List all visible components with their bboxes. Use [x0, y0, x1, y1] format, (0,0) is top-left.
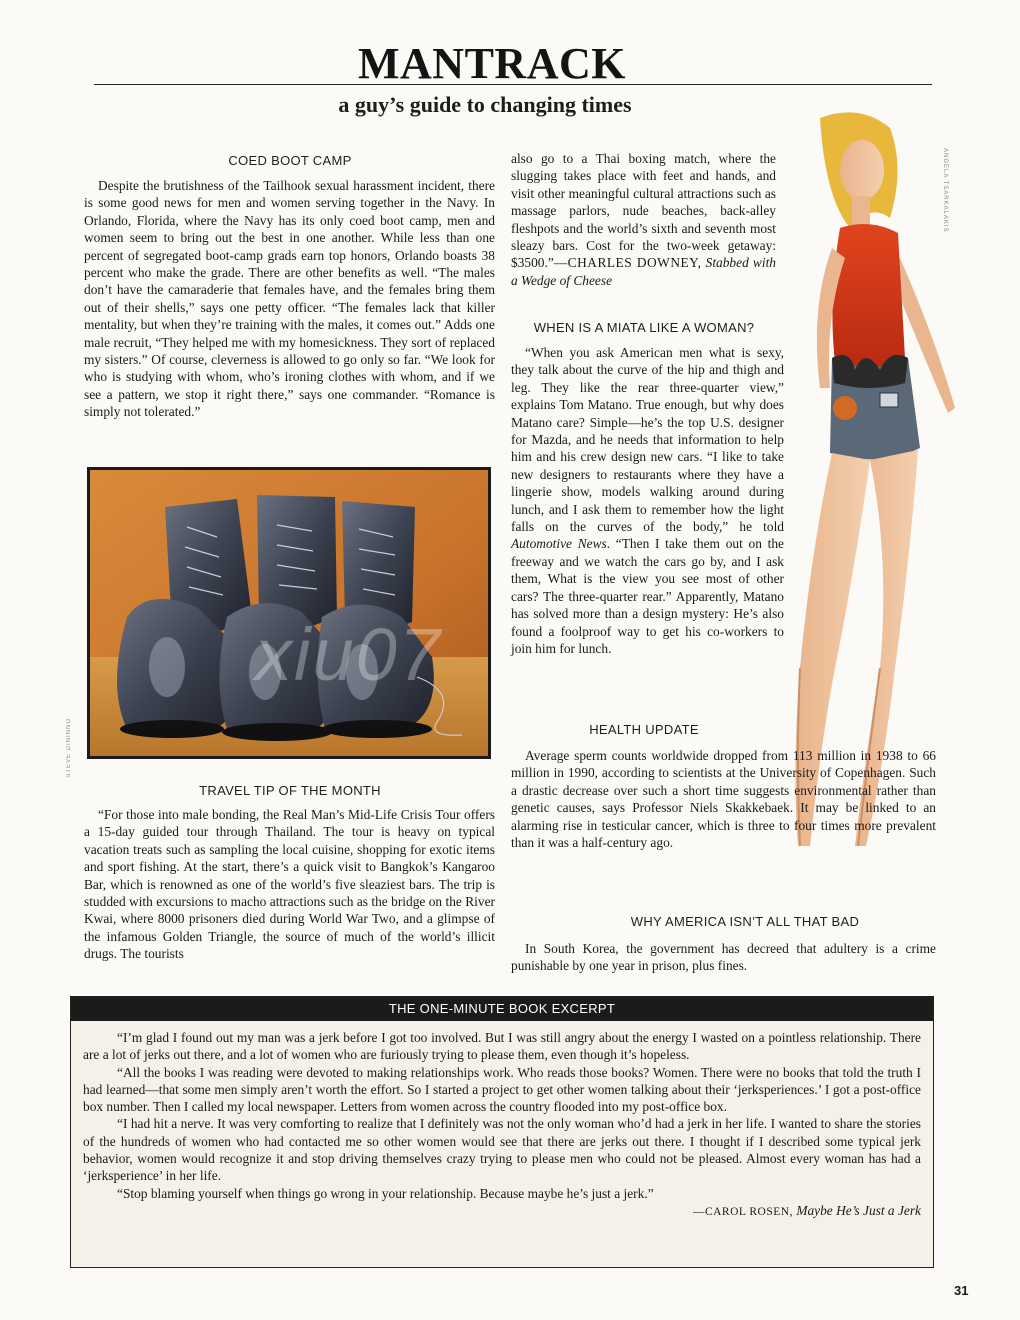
travel-tip-heading: TRAVEL TIP OF THE MONTH: [199, 783, 381, 798]
page-number: 31: [954, 1283, 969, 1298]
figure-art-credit: ANGELA TSARKALAKIS: [942, 148, 948, 233]
travel-tip-body: “For those into male bonding, the Real Man’s Mid-Life Crisis Tour offers a 15-day guided tour through Thailand. The tour is heavy on typical vacation treats such as sampling the local cuisine, shopping for exotic items and sport fishing. At the start, there’s a quick visit to Bangkok’s Kangaroo Bar, which is renowned as one of the world’s five sleaziest bars. The trip is studded with excursions to macho attractions such as the bridge on the River Kwai, where 8000 prisoners died during World War Two, and a glimpse of the infamous Golden Triangle, the source of much of the world’s illicit drugs. The tourists: [84, 807, 495, 962]
why-america-heading: WHY AMERICA ISN’T ALL THAT BAD: [630, 914, 860, 929]
excerpt-paragraph: “I’m glad I found out my man was a jerk before I got too involved. But I was still angry about the energy I wasted on a pointless relationship. There are a lot of jerks out there, and a lot of women who are furiously trying to please them, even though it’s hopeless.: [83, 1030, 921, 1063]
travel-attribution-title: Stabbed with a Wedge of Cheese: [511, 255, 776, 288]
health-update-body: Average sperm counts worldwide dropped from 113 million in 1938 to 66 million in 1990, according to scientists at the University of Copenhagen. Such a drastic decrease over such a short time suggests environmental rather than genetic causes, says Professor Niels Skakkebaek. It may be linked to an alarming rise in testicular cancer, which is three to four times more prevalent than it was a half-century ago.: [511, 748, 936, 851]
page-title: MANTRACK: [358, 39, 626, 88]
excerpt-attribution: [83, 1202, 921, 1221]
watermark: xiu07: [255, 613, 442, 696]
coed-boot-camp-body: Despite the brutishness of the Tailhook sexual harassment incident, there is some good news for men and women serving together in the Navy. In Orlando, Florida, where the Navy has its only coed boot camp, men and women seem to bring out the best in one another. While less than one percent of segregated boot-camp grads earn top honors, Orlando boasts 38 percent who make the grade. There are other benefits as well. “The males don’t have the camaraderie that females have, and the females bring them out of their shells,” says one petty officer. “The females lack that killer mentality, but when they’re training with the males, it comes out.” Adds one male recruit, “They helped me with my homesickness. They sort of replaced my sisters.” Of course, cleverness is allowed to go only so far. “We look for who is studying with whom, who’s ironing clothes with whom, and if we see a pattern, we stop it right there,” says one commander. “Romance is simply not tolerated.”: [84, 178, 495, 420]
travel-tip-continued: [511, 150, 776, 289]
excerpt-paragraph: “All the books I was reading were devoted to making relationships work. Who reads those books? Women. There were no books that told the truth I had learned—that some men simply aren’t worth the effort. So I started a project to get other women talking about their ‘jerksperiences.’ I got a post-office box number. Then I called my local newspaper. Letters from women across the country flooded into my post-office box.: [83, 1064, 921, 1115]
health-update-heading: HEALTH UPDATE: [589, 722, 699, 737]
excerpt-paragraph: “Stop blaming yourself when things go wrong in your relationship. Because maybe he’s just a jerk.”: [117, 1185, 654, 1201]
miata-body-text-2: . “Then I take them out on the freeway and we watch the cars go by, and I ask them, What is the view you see most of other cars? The three-quarter rear.” Apparently, Matano has solved more than a design mystery: He’s also found a foolproof way to get his co-workers to join him for lunch.: [511, 536, 784, 656]
book-excerpt-box: [70, 996, 934, 1268]
book-excerpt-text: [83, 1029, 921, 1221]
excerpt-paragraph: “I had hit a nerve. It was very comforting to realize that I definitely was not the only woman who’d had a jerk in her life. I wanted to share the stories of the hundreds of women who had contacted me so other women would see that there are jerks out there. I thought if I described some typical jerk behavior, women would recognize it and stop driving themselves crazy trying to please men who could not be pleased. Almost every woman has had a ‘jerksperience’ in her life.: [83, 1116, 921, 1184]
coed-boot-camp-heading: COED BOOT CAMP: [228, 153, 352, 168]
book-excerpt-heading: THE ONE-MINUTE BOOK EXCERPT: [71, 997, 933, 1021]
excerpt-attribution-title: Maybe He’s Just a Jerk: [796, 1202, 921, 1218]
miata-body: [511, 344, 784, 657]
why-america-body: In South Korea, the government has decreed that adultery is a crime punishable by one year in prison, plus fines.: [511, 941, 936, 974]
page-subtitle: a guy’s guide to changing times: [338, 92, 632, 117]
miata-heading: WHEN IS A MIATA LIKE A WOMAN?: [533, 320, 755, 335]
travel-attribution-name: —CHARLES DOWNEY,: [553, 255, 702, 271]
woman-figure-illustration: [770, 108, 965, 848]
miata-body-text: “When you ask American men what is sexy, they talk about the curve of the hip and thigh and leg. They like the rear three-quarter view,” explains Tom Matano. True enough, but why does Matano care? Simple—he’s the top U.S. designer for Mazda, and he needs that information to help him and his crew design new cars. “I like to take new designers to restaurants where they have a lingerie show, models walking around during lunch, and I ask them to remember how the light falls on the curves of the body,” he told: [511, 345, 784, 535]
title-rule: [94, 84, 932, 85]
boots-photo-credit: STEVE DININNO: [66, 718, 72, 778]
travel-tip-continued-text: also go to a Thai boxing match, where the slugging takes place with feet and hands, and visit other meaningful cultural attractions such as massage parlors, nude beaches, back-alley fleshpots and the world’s sixth and seventh most sleazy bars. Cost for the two-week getaway: $3500.”: [511, 151, 776, 271]
miata-source: Automotive News: [511, 536, 607, 552]
excerpt-attribution-name: —CAROL ROSEN,: [692, 1205, 793, 1218]
